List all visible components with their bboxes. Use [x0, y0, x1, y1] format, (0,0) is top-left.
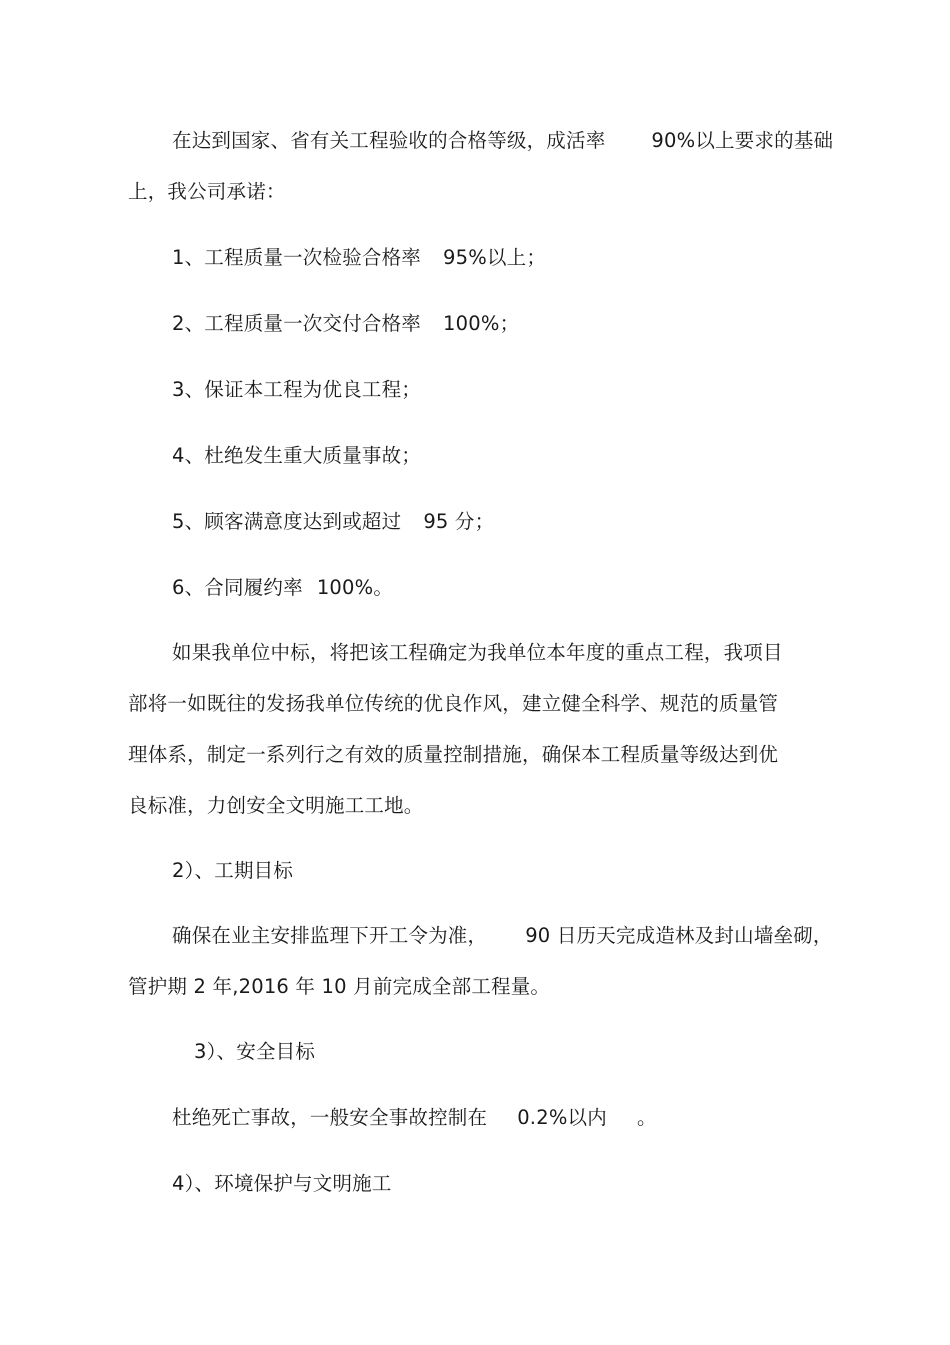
paragraph-line: 管护期 2 年,2016 年 10 月前完成全部工程量。 [128, 975, 551, 998]
text: 90 日历天完成造林及封山墙垒砌， [525, 924, 833, 947]
list-item [172, 575, 393, 601]
text: 100%； [443, 312, 520, 335]
paragraph-line [172, 1105, 657, 1131]
text: 1、工程质量一次检验合格率 [172, 246, 422, 269]
paragraph-line [172, 128, 833, 154]
text: 90% [651, 129, 696, 152]
text: 在达到国家、省有关工程验收的合格等级，成活率 [172, 129, 606, 152]
list-item: 3、保证本工程为优良工程； [172, 378, 422, 401]
paragraph-line: 理体系，制定一系列行之有效的质量控制措施，确保本工程质量等级达到优 [128, 743, 779, 766]
paragraph-line: 良标准，力创安全文明施工工地。 [128, 794, 424, 817]
text: 以上要求的基础 [695, 129, 834, 152]
text: 。 [636, 1106, 657, 1129]
paragraph-line: 上，我公司承诺： [128, 180, 286, 203]
paragraph-line [172, 923, 833, 949]
paragraph-line: 部将一如既往的发扬我单位传统的优良作风，建立健全科学、规范的质量管 [128, 692, 779, 715]
text: 95%以上； [443, 246, 547, 269]
text: 6、合同履约率 [172, 576, 303, 599]
list-item [172, 245, 546, 271]
text: 确保在业主安排监理下开工令为准， [172, 924, 488, 947]
list-item [172, 509, 494, 535]
text: 2、工程质量一次交付合格率 [172, 312, 422, 335]
text: 5、顾客满意度达到或超过 [172, 510, 402, 533]
text: 杜绝死亡事故，一般安全事故控制在 [172, 1106, 488, 1129]
paragraph-line: 如果我单位中标，将把该工程确定为我单位本年度的重点工程，我项目 [172, 641, 783, 664]
text: 100%。 [316, 576, 394, 599]
text: 0.2%以内 [517, 1106, 607, 1129]
section-heading: 2）、工期目标 [172, 859, 294, 882]
section-heading: 3）、安全目标 [194, 1040, 316, 1063]
text: 95 分； [423, 510, 495, 533]
list-item [172, 311, 519, 337]
section-heading: 4）、环境保护与文明施工 [172, 1172, 392, 1195]
list-item: 4、杜绝发生重大质量事故； [172, 444, 422, 467]
